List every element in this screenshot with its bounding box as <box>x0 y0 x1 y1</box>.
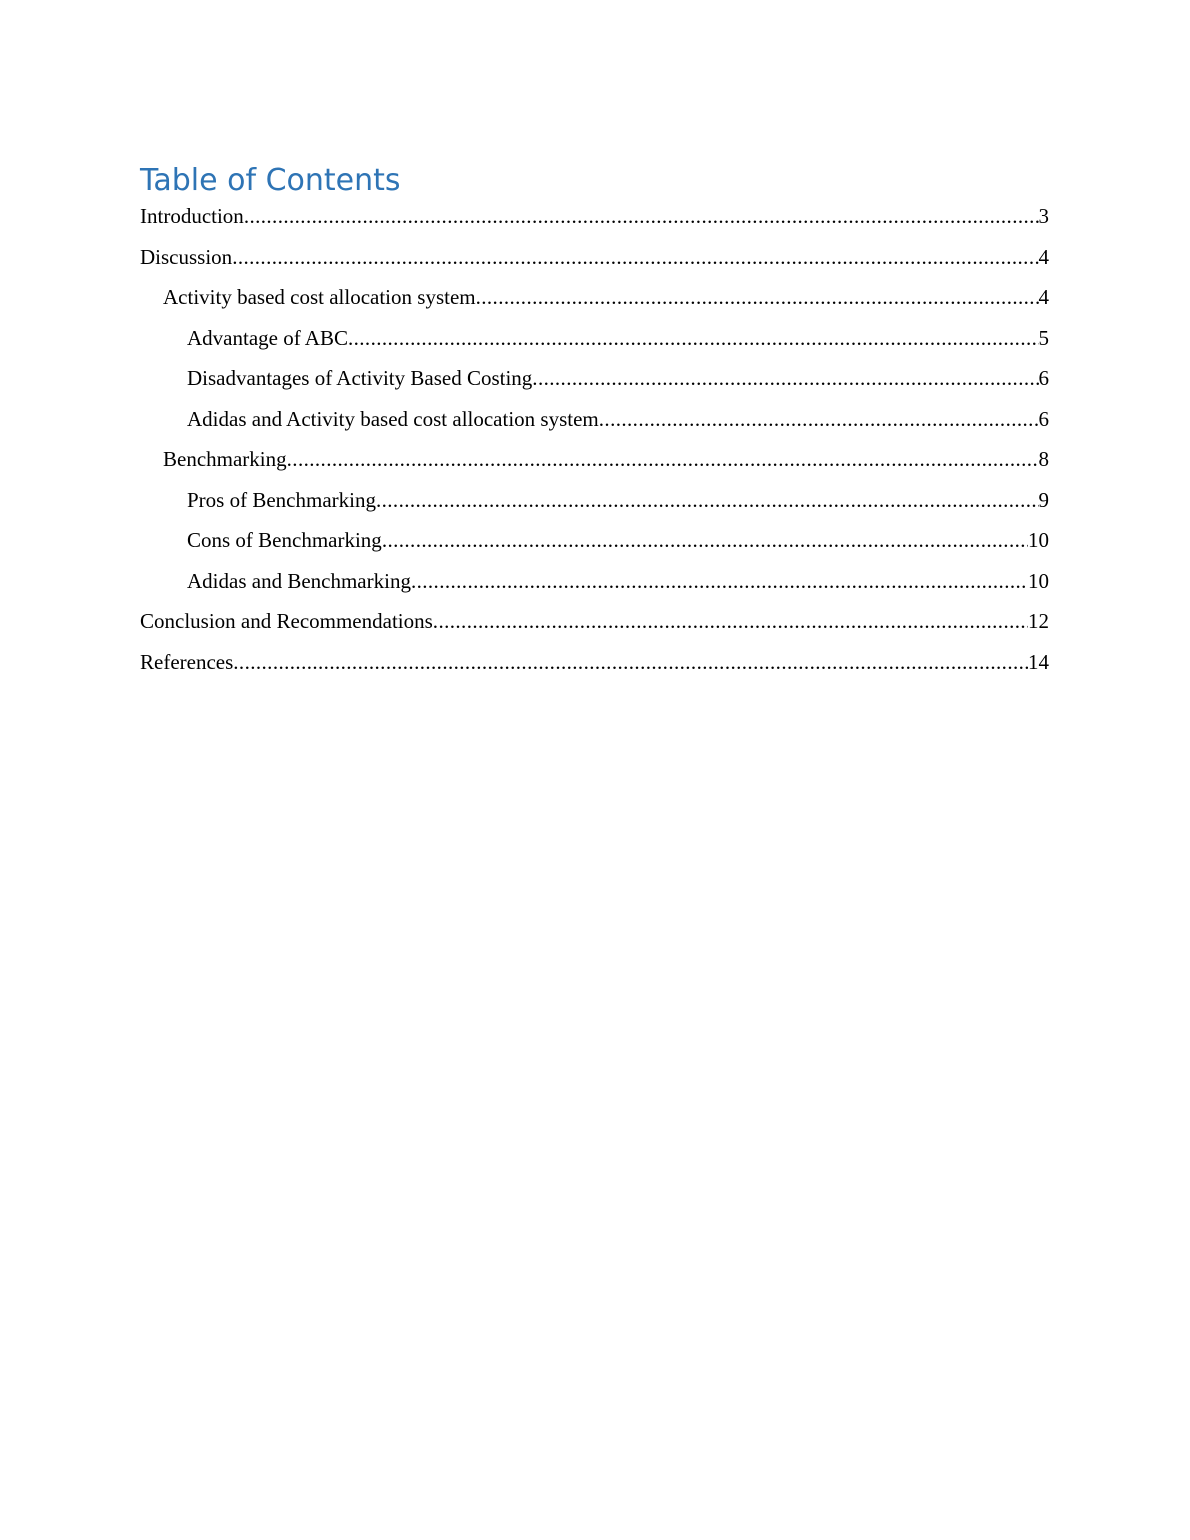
toc-heading: Table of Contents <box>140 163 401 198</box>
toc-entry-title: Introduction <box>140 204 244 228</box>
toc-dot-leader <box>376 480 1039 521</box>
toc-entry-activity-based-cost-allocation[interactable] <box>140 277 1049 318</box>
toc-dot-leader <box>599 399 1039 440</box>
toc-entry-advantage-of-abc[interactable] <box>140 318 1049 359</box>
toc-dot-leader <box>232 237 1038 278</box>
toc-list <box>140 196 1049 682</box>
toc-entry-title: Cons of Benchmarking <box>187 528 382 552</box>
toc-page-number: 14 <box>1028 649 1049 674</box>
toc-dot-leader <box>433 601 1028 642</box>
toc-entry-discussion[interactable] <box>140 237 1049 278</box>
toc-dot-leader <box>476 277 1039 318</box>
toc-page-number: 5 <box>1038 325 1049 350</box>
toc-dot-leader <box>411 561 1028 602</box>
toc-entry-title: Disadvantages of Activity Based Costing <box>187 366 533 390</box>
toc-page-number: 4 <box>1038 244 1049 269</box>
toc-entry-title: Adidas and Benchmarking <box>187 568 411 593</box>
toc-entry-title: Benchmarking <box>163 447 287 471</box>
toc-entry-pros-of-benchmarking[interactable] <box>140 480 1049 521</box>
toc-entry-title: Discussion <box>140 244 233 269</box>
toc-page-number: 8 <box>1038 447 1049 471</box>
toc-entry-adidas-and-benchmarking[interactable] <box>140 561 1049 602</box>
toc-page-number: 6 <box>1038 366 1049 390</box>
toc-page-number: 4 <box>1038 285 1049 309</box>
toc-page-number: 10 <box>1028 528 1049 552</box>
toc-dot-leader <box>382 520 1028 561</box>
toc-dot-leader <box>244 196 1039 237</box>
toc-page-number: 10 <box>1028 568 1049 593</box>
toc-dot-leader <box>287 439 1039 480</box>
toc-entry-introduction[interactable] <box>140 196 1049 237</box>
toc-entry-cons-of-benchmarking[interactable] <box>140 520 1049 561</box>
toc-entry-title: Advantage of ABC <box>187 325 348 350</box>
toc-dot-leader <box>233 642 1028 683</box>
toc-entry-disadvantages-of-abc[interactable] <box>140 358 1049 399</box>
toc-entry-title: References <box>140 649 234 674</box>
toc-entry-title: Pros of Benchmarking <box>187 487 376 512</box>
toc-dot-leader <box>348 318 1039 359</box>
toc-dot-leader <box>532 358 1038 399</box>
toc-entry-conclusion-and-recommendations[interactable] <box>140 601 1049 642</box>
toc-page-number: 6 <box>1038 406 1049 431</box>
toc-entry-title: Activity based cost allocation system <box>163 285 476 309</box>
toc-entry-benchmarking[interactable] <box>140 439 1049 480</box>
toc-entry-adidas-and-abc[interactable] <box>140 399 1049 440</box>
toc-entry-title: Adidas and Activity based cost allocation system <box>187 406 599 431</box>
toc-entry-title: Conclusion and Recommendations <box>140 609 433 633</box>
toc-entry-references[interactable] <box>140 642 1049 683</box>
toc-page-number: 3 <box>1038 204 1049 228</box>
toc-page-number: 9 <box>1038 487 1049 512</box>
toc-page-number: 12 <box>1028 609 1049 633</box>
